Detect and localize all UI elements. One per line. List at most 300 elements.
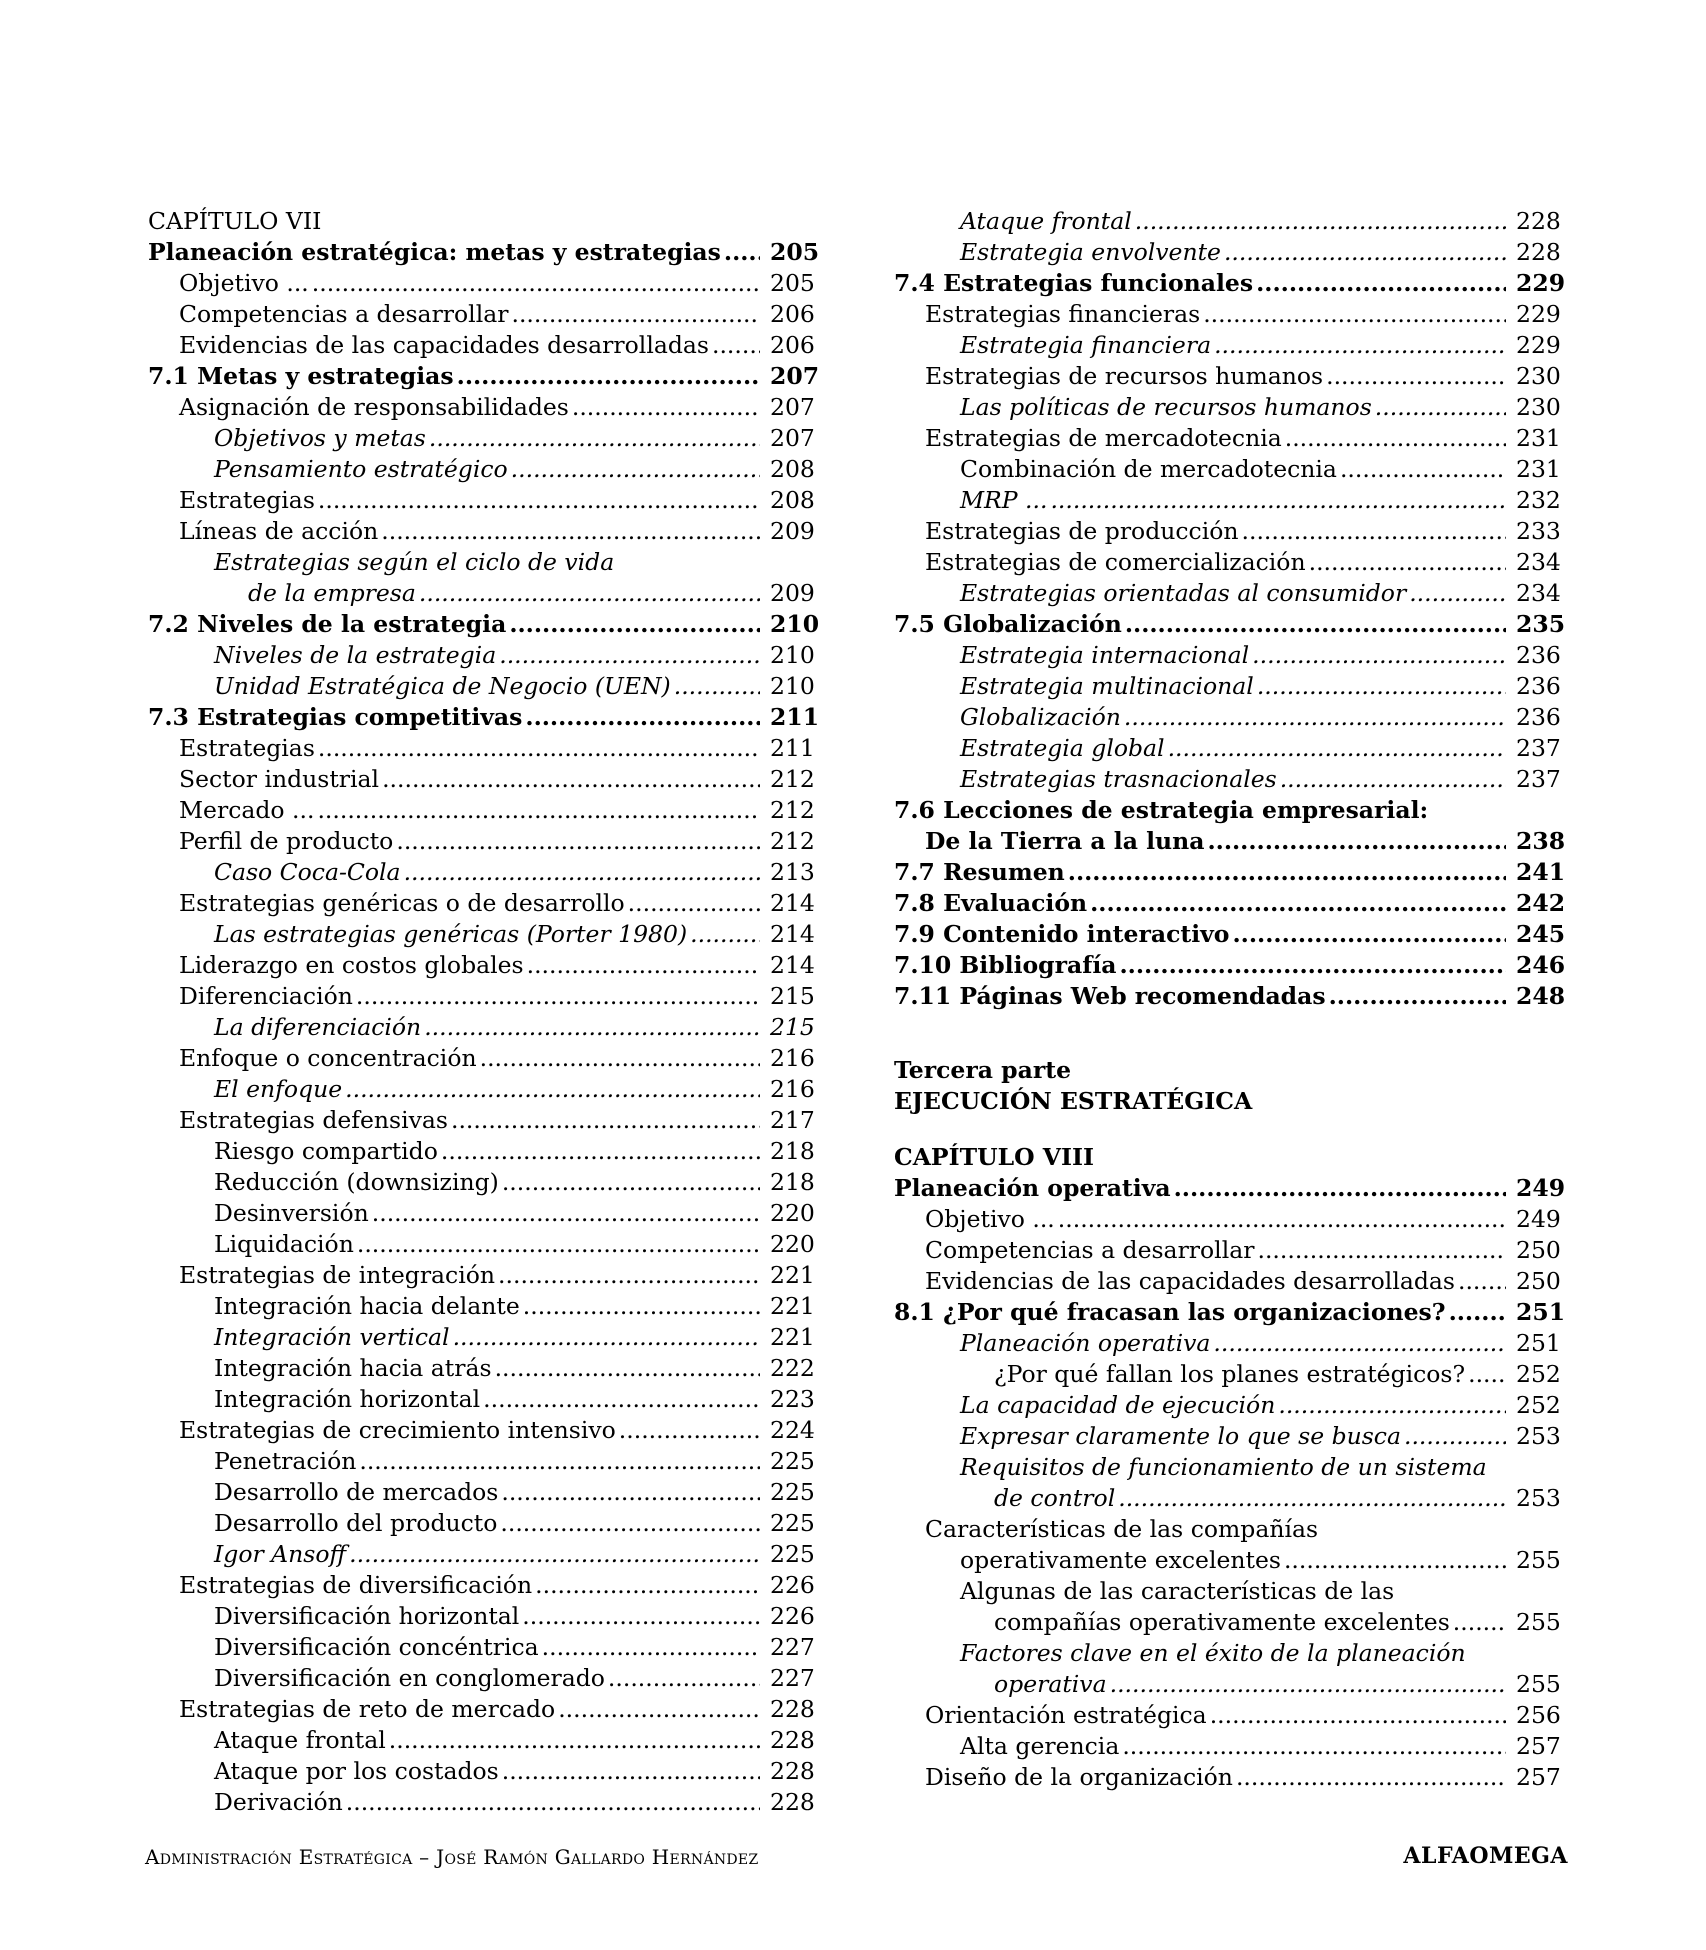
toc-entry-label: Planeación estratégica: metas y estrategias (148, 238, 721, 266)
toc-entry (894, 919, 1566, 950)
toc-page-number: 212 (770, 827, 815, 855)
toc-page-number: 214 (770, 920, 815, 948)
dot-leader (1119, 950, 1506, 981)
toc-entry-label: Evidencias de las capacidades desarrolladas (179, 331, 709, 359)
toc-page-number: 220 (770, 1230, 815, 1258)
toc-entry (894, 1266, 1566, 1297)
dot-leader (500, 1508, 760, 1539)
toc-entry (148, 1725, 820, 1756)
toc-entry-label: Estrategia global (960, 734, 1165, 762)
toc-page-number: 228 (770, 1726, 815, 1754)
dot-leader (1278, 1390, 1506, 1421)
toc-page-number: 210 (770, 672, 815, 700)
toc-entry-label: Objetivo ... (925, 1205, 1055, 1233)
toc-entry-label: Integración vertical (214, 1323, 450, 1351)
toc-entry (894, 237, 1566, 268)
toc-entry (894, 1173, 1566, 1204)
toc-page-number: 221 (770, 1323, 815, 1351)
toc-entry-label: Alta gerencia (960, 1732, 1120, 1760)
dot-leader (1468, 1359, 1506, 1390)
toc-entry (148, 1477, 820, 1508)
toc-entry-label: Liquidación (214, 1230, 354, 1258)
toc-entry (894, 547, 1566, 578)
toc-page-number: 221 (770, 1261, 815, 1289)
dot-leader (495, 1353, 760, 1384)
spacer (894, 1012, 1566, 1055)
dot-leader (1340, 454, 1506, 485)
toc-page-number: 229 (1516, 331, 1561, 359)
toc-page-number: 252 (1516, 1360, 1561, 1388)
toc-entry-label: Caso Coca-Cola (214, 858, 401, 886)
dot-leader (345, 1074, 760, 1105)
toc-page-number: 231 (1516, 455, 1561, 483)
toc-page-number: 214 (770, 951, 815, 979)
dot-leader (424, 1012, 760, 1043)
toc-entry (894, 826, 1566, 857)
toc-entry (148, 454, 820, 485)
toc-page-number: 210 (770, 641, 815, 669)
toc-entry-label: Características de las compañías (925, 1515, 1319, 1543)
dot-leader (1224, 237, 1506, 268)
toc-entry-label: Planeación operativa (960, 1329, 1211, 1357)
dot-leader (498, 1260, 760, 1291)
toc-entry-label: Factores clave en el éxito de la planeación (960, 1639, 1466, 1667)
dot-leader (1207, 826, 1506, 857)
dot-leader (525, 702, 760, 733)
toc-entry (894, 950, 1566, 981)
toc-page-number: 212 (770, 796, 815, 824)
dot-leader (1257, 1235, 1506, 1266)
footer-publisher: ALFAOMEGA (1403, 1843, 1568, 1869)
toc-entry (148, 1787, 820, 1818)
dot-leader (457, 361, 760, 392)
dot-leader (1168, 733, 1506, 764)
toc-page-number: 250 (1516, 1236, 1561, 1264)
toc-entry (894, 578, 1566, 609)
dot-leader (1409, 578, 1506, 609)
dot-leader (1203, 299, 1506, 330)
toc-entry (148, 1632, 820, 1663)
toc-entry-label: 7.7 Resumen (894, 858, 1065, 886)
toc-entry-label: operativa (994, 1670, 1107, 1698)
toc-entry (148, 857, 820, 888)
dot-leader (318, 485, 760, 516)
dot-leader (453, 1322, 760, 1353)
toc-entry-label: Líneas de acción (179, 517, 379, 545)
toc-entry (894, 1638, 1566, 1669)
dot-leader (1242, 516, 1507, 547)
dot-leader (396, 826, 760, 857)
toc-entry (148, 1539, 820, 1570)
toc-entry (894, 671, 1566, 702)
toc-entry-label: Evidencias de las capacidades desarrolladas (925, 1267, 1455, 1295)
toc-page-number: 231 (1516, 424, 1561, 452)
toc-entry (148, 1105, 820, 1136)
toc-entry-label: Combinación de mercadotecnia (960, 455, 1337, 483)
toc-entry (148, 1260, 820, 1291)
toc-entry (148, 392, 820, 423)
toc-entry (148, 1601, 820, 1632)
toc-entry (148, 1570, 820, 1601)
toc-entry (148, 950, 820, 981)
toc-entry-label: 7.10 Bibliografía (894, 951, 1117, 979)
dot-leader (572, 392, 760, 423)
toc-page-number: 227 (770, 1664, 815, 1692)
toc-entry-label: Integración horizontal (214, 1385, 481, 1413)
dot-leader (502, 1756, 760, 1787)
toc-entry-label: 7.6 Lecciones de estrategia empresarial: (894, 796, 1429, 824)
toc-page-number: 207 (770, 393, 815, 421)
toc-page-number: 251 (1516, 1298, 1566, 1326)
toc-entry (894, 640, 1566, 671)
toc-entry (148, 764, 820, 795)
toc-page-number: 215 (770, 982, 815, 1010)
toc-entry (148, 237, 820, 268)
toc-page-number: 228 (770, 1788, 815, 1816)
toc-entry (148, 1043, 820, 1074)
toc-entry (894, 1421, 1566, 1452)
toc-page-number: 228 (1516, 238, 1561, 266)
toc-entry (894, 1669, 1566, 1700)
toc-entry (148, 919, 820, 950)
toc-entry-label: Penetración (214, 1447, 357, 1475)
toc-entry-label: Integración hacia delante (214, 1292, 520, 1320)
toc-page-number: 257 (1516, 1763, 1561, 1791)
toc-entry-label: Estrategias financieras (925, 300, 1201, 328)
dot-leader (527, 950, 760, 981)
dot-leader (381, 516, 760, 547)
toc-entry-label: La capacidad de ejecución (960, 1391, 1276, 1419)
toc-entry-label: 7.11 Páginas Web recomendadas (894, 982, 1326, 1010)
section-heading: CAPÍTULO VII (148, 207, 322, 235)
toc-entry-label: Estrategias de mercadotecnia (925, 424, 1282, 452)
toc-entry (148, 1136, 820, 1167)
toc-page-number: 226 (770, 1571, 815, 1599)
toc-entry (894, 733, 1566, 764)
toc-entry (148, 702, 820, 733)
dot-leader (1257, 671, 1506, 702)
toc-entry (894, 1235, 1566, 1266)
dot-leader (359, 1446, 760, 1477)
toc-page-number: 229 (1516, 300, 1561, 328)
toc-page-number: 226 (770, 1602, 815, 1630)
toc-entry-label: El enfoque (214, 1075, 343, 1103)
toc-entry-label: Estrategia financiera (960, 331, 1212, 359)
toc-page-number: 214 (770, 889, 815, 917)
toc-entry (148, 516, 820, 547)
toc-entry-label: ¿Por qué fallan los planes estratégicos? (994, 1360, 1466, 1388)
dot-leader (1124, 702, 1506, 733)
section-heading: EJECUCIÓN ESTRATÉGICA (894, 1087, 1253, 1115)
toc-entry-label: Estrategias de reto de mercado (179, 1695, 556, 1723)
toc-page-number: 216 (770, 1044, 815, 1072)
toc-entry (148, 1198, 820, 1229)
toc-entry-label: 7.9 Contenido interactivo (894, 920, 1230, 948)
dot-leader (382, 764, 760, 795)
toc-page-number: 242 (1516, 889, 1566, 917)
toc-entry-label: MRP ... (960, 486, 1048, 514)
toc-page-number: 205 (770, 269, 815, 297)
toc-entry-label: Estrategias defensivas (179, 1106, 448, 1134)
toc-entry (894, 268, 1566, 299)
dot-leader (499, 640, 760, 671)
toc-entry (894, 206, 1566, 237)
toc-page-number: 225 (770, 1509, 815, 1537)
toc-entry-label: La diferenciación (214, 1013, 422, 1041)
footer-book-title: Administración Estratégica – José Ramón Gallardo Hernández (145, 1845, 759, 1869)
toc-entry (148, 361, 820, 392)
toc-entry-label: Objetivos y metas (214, 424, 426, 452)
toc-entry (894, 1328, 1566, 1359)
toc-page-number: 250 (1516, 1267, 1561, 1295)
toc-entry-label: Liderazgo en costos globales (179, 951, 524, 979)
dot-leader (1453, 1607, 1506, 1638)
toc-page-number: 225 (770, 1540, 815, 1568)
toc-entry (894, 423, 1566, 454)
toc-entry (894, 1731, 1566, 1762)
dot-leader (1213, 1328, 1506, 1359)
dot-leader (1375, 392, 1506, 423)
toc-entry-label: Requisitos de funcionamiento de un sistema (960, 1453, 1487, 1481)
dot-leader (1118, 1483, 1506, 1514)
toc-entry-label: Desinversión (214, 1199, 369, 1227)
dot-leader (1256, 268, 1506, 299)
toc-entry-label: de control (994, 1484, 1116, 1512)
toc-entry (894, 454, 1566, 485)
toc-entry-label: Estrategias de comercialización (925, 548, 1306, 576)
dot-leader (1329, 981, 1506, 1012)
toc-page-number: 236 (1516, 641, 1561, 669)
toc-entry (894, 609, 1566, 640)
toc-page-number: 216 (770, 1075, 815, 1103)
toc-entry-label: Las estrategias genéricas (Porter 1980) (214, 920, 688, 948)
toc-entry (894, 1390, 1566, 1421)
dot-leader (712, 330, 760, 361)
dot-leader (628, 888, 760, 919)
toc-page-number: 238 (1516, 827, 1566, 855)
toc-page-number: 225 (770, 1447, 815, 1475)
toc-entry (148, 1229, 820, 1260)
toc-entry-label: Diversificación concéntrica (214, 1633, 539, 1661)
toc-entry (894, 330, 1566, 361)
dot-leader (419, 578, 760, 609)
toc-entry-label: Competencias a desarrollar (179, 300, 509, 328)
toc-page-number: 215 (770, 1013, 815, 1041)
toc-page-number: 224 (770, 1416, 815, 1444)
toc-entry-label: Estrategia multinacional (960, 672, 1254, 700)
toc-entry (148, 733, 820, 764)
toc-entry-label: Diversificación en conglomerado (214, 1664, 605, 1692)
toc-entry (894, 361, 1566, 392)
toc-page-number: 245 (1516, 920, 1566, 948)
toc-entry-label: Algunas de las características de las (960, 1577, 1395, 1605)
dot-leader (1404, 1421, 1506, 1452)
dot-leader (1236, 1762, 1506, 1793)
toc-entry (148, 1074, 820, 1105)
toc-entry (148, 1384, 820, 1415)
dot-leader (1135, 206, 1506, 237)
dot-leader (1285, 423, 1506, 454)
toc-entry (148, 1694, 820, 1725)
section-heading: CAPÍTULO VIII (894, 1143, 1094, 1171)
toc-entry-label: 7.1 Metas y estrategias (148, 362, 454, 390)
toc-entry-label: Estrategias según el ciclo de vida (214, 548, 615, 576)
toc-entry (894, 857, 1566, 888)
toc-entry-label: Expresar claramente lo que se busca (960, 1422, 1401, 1450)
toc-entry-label: Riesgo compartido (214, 1137, 438, 1165)
toc-entry-label: de la empresa (248, 579, 416, 607)
toc-page-number: 232 (1516, 486, 1561, 514)
toc-page-number: 253 (1516, 1484, 1561, 1512)
toc-page-number: 206 (770, 300, 815, 328)
toc-entry-label: Integración hacia atrás (214, 1354, 492, 1382)
dot-leader (690, 919, 760, 950)
dot-leader (346, 1787, 760, 1818)
toc-entry (148, 1291, 820, 1322)
toc-entry-label: Mercado ... (179, 796, 315, 824)
toc-entry (894, 981, 1566, 1012)
toc-page-number: 218 (770, 1137, 815, 1165)
dot-leader (501, 1477, 760, 1508)
toc-page-number: 209 (770, 517, 815, 545)
toc-page-number: 207 (770, 424, 815, 452)
toc-entry-label: Desarrollo del producto (214, 1509, 498, 1537)
toc-entry-label: Orientación estratégica (925, 1701, 1207, 1729)
dot-leader (558, 1694, 760, 1725)
toc-page-number: 220 (770, 1199, 815, 1227)
toc-page-number: 237 (1516, 734, 1561, 762)
toc-entry (148, 578, 820, 609)
toc-entry-label: Estrategias (179, 486, 315, 514)
toc-entry (894, 1607, 1566, 1638)
dot-leader (619, 1415, 760, 1446)
toc-page-number: 222 (770, 1354, 815, 1382)
toc-left-column (148, 206, 820, 1818)
dot-leader (509, 609, 760, 640)
toc-entry-label: Pensamiento estratégico (214, 455, 508, 483)
dot-leader (317, 795, 760, 826)
dot-leader (523, 1291, 760, 1322)
toc-entry-label: Asignación de responsabilidades (179, 393, 569, 421)
toc-entry-label: Estrategia internacional (960, 641, 1250, 669)
toc-page-number: 217 (770, 1106, 815, 1134)
toc-entry-label: De la Tierra a la luna (925, 827, 1205, 855)
dot-leader (522, 1601, 760, 1632)
toc-page-number: 228 (770, 1757, 815, 1785)
toc-entry (894, 1204, 1566, 1235)
toc-entry (894, 516, 1566, 547)
toc-page-number: 252 (1516, 1391, 1561, 1419)
dot-leader (1125, 609, 1506, 640)
toc-entry (894, 1576, 1566, 1607)
dot-leader (724, 237, 760, 268)
dot-leader (1050, 485, 1506, 516)
dot-leader (429, 423, 760, 454)
toc-page-number: 206 (770, 331, 815, 359)
toc-entry (894, 1762, 1566, 1793)
toc-entry-label: Estrategias (179, 734, 315, 762)
dot-leader (1449, 1297, 1506, 1328)
dot-leader (372, 1198, 760, 1229)
toc-entry (148, 1167, 820, 1198)
toc-page-number: 229 (1516, 269, 1566, 297)
toc-page-number: 253 (1516, 1422, 1561, 1450)
dot-leader (312, 268, 760, 299)
toc-entry-label: Igor Ansoff (214, 1540, 347, 1568)
dot-leader (1090, 888, 1506, 919)
toc-entry-label: Competencias a desarrollar (925, 1236, 1255, 1264)
toc-page-number: 233 (1516, 517, 1561, 545)
dot-leader (480, 1043, 760, 1074)
dot-leader (1309, 547, 1506, 578)
toc-page-number: 228 (770, 1695, 815, 1723)
toc-entry-label: Estrategias de diversificación (179, 1571, 533, 1599)
toc-page-number: 225 (770, 1478, 815, 1506)
toc-page-number: 246 (1516, 951, 1566, 979)
dot-leader (1326, 361, 1506, 392)
toc-entry-label: Estrategia envolvente (960, 238, 1221, 266)
toc-page-number: 223 (770, 1385, 815, 1413)
toc-entry (148, 609, 820, 640)
toc-entry-label: Enfoque o concentración (179, 1044, 477, 1072)
toc-entry (148, 1322, 820, 1353)
dot-leader (389, 1725, 760, 1756)
toc-entry (148, 268, 820, 299)
toc-entry (148, 1415, 820, 1446)
toc-entry-label: Estrategias genéricas o de desarrollo (179, 889, 625, 917)
dot-leader (318, 733, 760, 764)
dot-leader (1252, 640, 1506, 671)
toc-entry-label: Reducción (downsizing) (214, 1168, 499, 1196)
toc-entry (894, 888, 1566, 919)
toc-entry (148, 423, 820, 454)
toc-entry (894, 702, 1566, 733)
dot-leader (356, 981, 760, 1012)
toc-entry (894, 1452, 1566, 1483)
toc-entry (148, 485, 820, 516)
toc-entry (148, 1508, 820, 1539)
toc-entry (894, 1297, 1566, 1328)
dot-leader (441, 1136, 760, 1167)
toc-entry-label: Estrategias de producción (925, 517, 1239, 545)
toc-page-number: 255 (1516, 1546, 1561, 1574)
dot-leader (349, 1539, 760, 1570)
toc-entry-label: Estrategias orientadas al consumidor (960, 579, 1407, 607)
toc-page-number: 228 (1516, 207, 1561, 235)
dot-leader (1068, 857, 1506, 888)
toc-entry-label: Planeación operativa (894, 1174, 1171, 1202)
toc-entry-label: Objetivo ... (179, 269, 309, 297)
toc-entry-label: Perfil de producto (179, 827, 394, 855)
dot-leader (1210, 1700, 1506, 1731)
toc-entry-label: Diferenciación (179, 982, 353, 1010)
toc-entry-label: Las políticas de recursos humanos (960, 393, 1372, 421)
toc-page-number: 205 (770, 238, 820, 266)
dot-leader (608, 1663, 760, 1694)
toc-page-number: 237 (1516, 765, 1561, 793)
dot-leader (542, 1632, 760, 1663)
dot-leader (511, 454, 760, 485)
dot-leader (1174, 1173, 1506, 1204)
toc-entry (148, 671, 820, 702)
toc-entry (148, 826, 820, 857)
toc-entry (894, 764, 1566, 795)
toc-entry (894, 485, 1566, 516)
toc-page-number: 255 (1516, 1608, 1561, 1636)
toc-page-number: 234 (1516, 579, 1561, 607)
toc-entry (894, 795, 1566, 826)
dot-leader (1458, 1266, 1506, 1297)
